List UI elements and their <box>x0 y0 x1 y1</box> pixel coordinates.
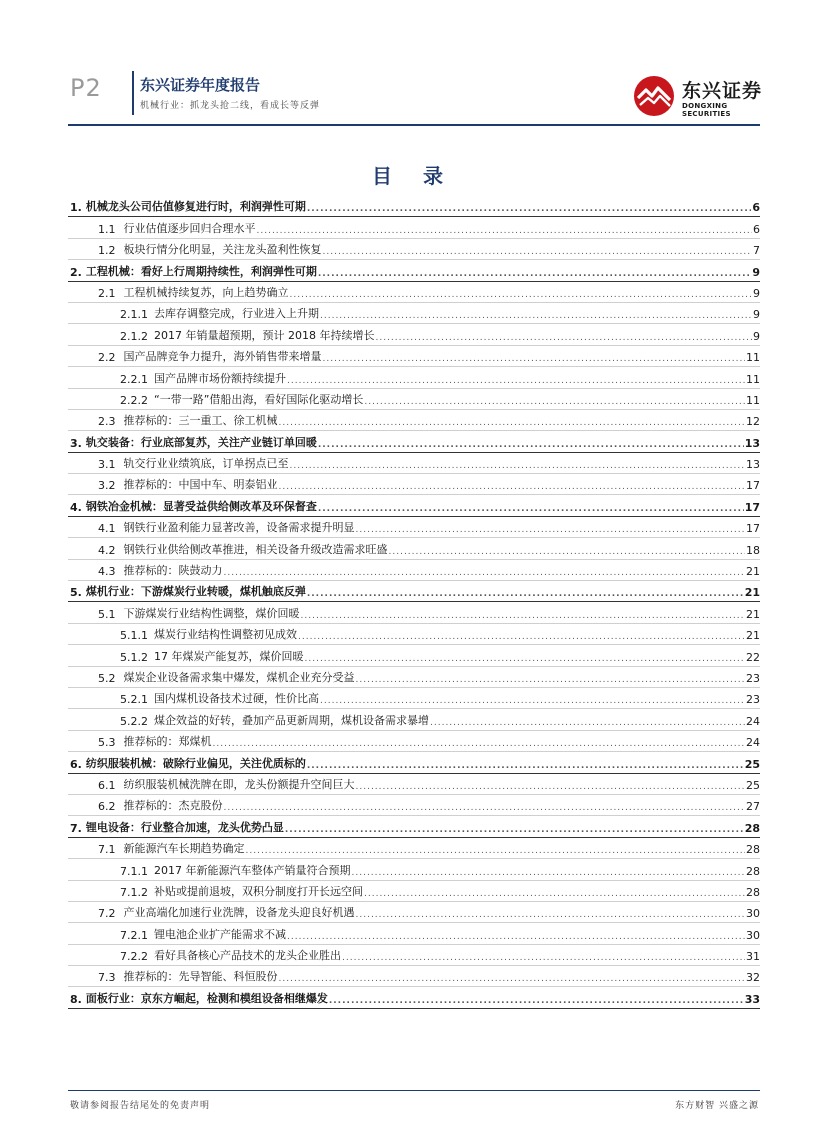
toc-entry-title: 国产品牌市场份额持续提升 <box>154 371 286 385</box>
toc-entry-number: 7.2.1 <box>120 928 148 942</box>
toc-entry-number: 5.3 <box>98 736 116 750</box>
toc-entry[interactable] <box>68 389 760 410</box>
report-title: 东兴证券年度报告 <box>140 76 261 94</box>
toc-entry-page: 17 <box>746 522 760 536</box>
logo-text-en: DONGXING SECURITIES <box>682 102 731 118</box>
toc-title: 目 录 <box>372 164 455 188</box>
toc-leader-dots <box>364 397 745 407</box>
header-rule <box>68 124 760 126</box>
toc-entry-number: 6.1 <box>98 778 116 792</box>
toc-entry[interactable] <box>68 795 760 816</box>
toc-entry[interactable] <box>68 517 760 538</box>
toc-entry-number: 8. <box>70 992 82 1006</box>
toc-entry-page: 9 <box>753 329 760 343</box>
toc-entry-title: 轨交装备：行业底部复苏，关注产业链订单回暖 <box>85 435 317 449</box>
toc-entry-number: 4. <box>70 500 82 514</box>
toc-entry-page: 9 <box>752 265 760 279</box>
toc-entry-title: 钢铁行业盈利能力显著改善，设备需求提升明显 <box>123 521 355 535</box>
toc-entry-number: 3.2 <box>98 479 116 493</box>
toc-entry-page: 6 <box>753 222 760 236</box>
toc-leader-dots <box>285 825 744 835</box>
toc-entry-number: 2.3 <box>98 415 116 429</box>
toc-entry-number: 2. <box>70 265 82 279</box>
toc-leader-dots <box>318 269 752 279</box>
toc-entry-title: 推荐标的：陕鼓动力 <box>123 564 223 578</box>
toc-entry[interactable] <box>68 560 760 581</box>
toc-entry[interactable] <box>68 303 760 324</box>
toc-entry-title: 钢铁冶金机械：显著受益供给侧改革及环保督查 <box>85 499 317 513</box>
toc-entry-title: 下游煤炭行业结构性调整，煤价回暖 <box>123 606 300 620</box>
toc-entry-title: 煤炭企业设备需求集中爆发，煤机企业充分受益 <box>123 670 355 684</box>
toc-entry-page: 22 <box>746 650 760 664</box>
toc-entry-title: 钢铁行业供给侧改革推进，相关设备升级改造需求旺盛 <box>123 542 388 556</box>
toc-entry-number: 7.1.2 <box>120 885 148 899</box>
toc-entry-number: 1.2 <box>98 244 116 258</box>
toc-entry-number: 5.1.2 <box>120 650 148 664</box>
toc-entry-number: 7.1 <box>98 843 116 857</box>
toc-leader-dots <box>323 247 753 257</box>
toc-entry[interactable] <box>68 816 760 837</box>
toc-entry-title: 工程机械：看好上行周期持续性，利润弹性可期 <box>85 264 317 278</box>
toc-entry-number: 1.1 <box>98 222 116 236</box>
footer-slogan: 东方财智 兴盛之源 <box>675 1101 759 1111</box>
toc-entry-title: 国产品牌竞争力提升，海外销售带来增量 <box>123 350 322 364</box>
toc-entry[interactable] <box>68 367 760 388</box>
toc-leader-dots <box>287 376 745 386</box>
toc-entry[interactable] <box>68 453 760 474</box>
toc-entry-title: 新能源汽车长期趋势确定 <box>123 842 245 856</box>
toc-entry[interactable] <box>68 987 760 1008</box>
toc-entry-page: 21 <box>746 565 760 579</box>
toc-entry-number: 4.3 <box>98 565 116 579</box>
toc-entry-title: 煤炭行业结构性调整初见成效 <box>154 628 297 642</box>
toc-entry-page: 32 <box>746 971 760 985</box>
toc-entry-title: 轨交行业业绩筑底，订单拐点已至 <box>123 457 289 471</box>
toc-entry-title: 板块行情分化明显，关注龙头盈利性恢复 <box>123 243 322 257</box>
toc-leader-dots <box>320 696 745 706</box>
toc-entry[interactable] <box>68 346 760 367</box>
toc-entry[interactable] <box>68 945 760 966</box>
toc-entry-title: 锂电设备：行业整合加速，龙头优势凸显 <box>85 820 284 834</box>
toc-entry[interactable] <box>68 324 760 345</box>
toc-leader-dots <box>246 846 746 856</box>
toc-entry-page: 27 <box>746 800 760 814</box>
toc-leader-dots <box>298 632 745 642</box>
toc-entry-number: 4.1 <box>98 522 116 536</box>
toc-entry-number: 2.1 <box>98 286 116 300</box>
toc-entry-number: 2.2.1 <box>120 372 148 386</box>
toc-entry-title: 推荐标的：郑煤机 <box>123 735 212 749</box>
toc-entry-number: 5.1 <box>98 607 116 621</box>
toc-entry[interactable] <box>68 881 760 902</box>
toc-entry-page: 28 <box>746 843 760 857</box>
toc-entry[interactable] <box>68 859 760 880</box>
toc-entry-page: 11 <box>746 372 760 386</box>
toc-leader-dots <box>279 974 746 984</box>
toc-entry-title: 纺织服装机械：破除行业偏见，关注优质标的 <box>85 756 306 770</box>
toc-entry-title: 面板行业：京东方崛起，检测和模组设备相继爆发 <box>85 991 328 1005</box>
toc-entry[interactable] <box>68 410 760 431</box>
toc-entry-page: 23 <box>746 693 760 707</box>
toc-entry-title: 煤机行业：下游煤炭行业转暖，煤机触底反弹 <box>85 585 306 599</box>
toc-entry-number: 5.1.1 <box>120 629 148 643</box>
toc-entry[interactable] <box>68 581 760 602</box>
toc-leader-dots <box>279 418 746 428</box>
toc-entry[interactable] <box>68 495 760 516</box>
toc-leader-dots <box>224 568 746 578</box>
toc-entry[interactable] <box>68 709 760 730</box>
toc-entry-title: 纺织服装机械洗牌在即，龙头份额提升空间巨大 <box>123 777 355 791</box>
toc-entry-title: 17 年煤炭产能复苏，煤价回暖 <box>154 649 304 663</box>
toc-entry-page: 11 <box>746 351 760 365</box>
toc-entry-title: 工程机械持续复苏，向上趋势确立 <box>123 285 289 299</box>
toc-entry-number: 5. <box>70 586 82 600</box>
toc-entry[interactable] <box>68 902 760 923</box>
toc-entry-number: 7.2 <box>98 907 116 921</box>
toc-entry[interactable] <box>68 217 760 238</box>
toc-leader-dots <box>287 932 745 942</box>
toc-entry-page: 21 <box>746 629 760 643</box>
toc-leader-dots <box>389 547 746 557</box>
page-number: P2 <box>70 74 102 102</box>
toc-entry-page: 6 <box>752 201 760 215</box>
toc-entry[interactable] <box>68 645 760 666</box>
footer-rule <box>68 1090 760 1091</box>
toc-entry[interactable] <box>68 923 760 944</box>
toc-entry-title: “一带一路”借船出海，看好国际化驱动增长 <box>154 392 364 406</box>
toc-entry-title: 国内煤机设备技术过硬，性价比高 <box>154 692 319 706</box>
toc-leader-dots <box>342 953 745 963</box>
toc-leader-dots <box>364 889 745 899</box>
dongxing-logo-icon <box>632 74 678 118</box>
toc-entry[interactable] <box>68 282 760 303</box>
toc-entry-page: 25 <box>746 778 760 792</box>
toc-entry-page: 28 <box>746 885 760 899</box>
toc-entry[interactable] <box>68 624 760 645</box>
toc-entry-page: 21 <box>744 586 760 600</box>
toc-entry-page: 11 <box>746 393 760 407</box>
toc-entry-title: 2017 年新能源汽车整体产销量符合预期 <box>154 863 351 877</box>
toc-leader-dots <box>320 311 752 321</box>
toc-entry-title: 推荐标的：中国中车、明泰铝业 <box>123 478 278 492</box>
toc-leader-dots <box>213 739 746 749</box>
toc-leader-dots <box>430 718 745 728</box>
toc-entry-page: 24 <box>746 714 760 728</box>
toc-entry-number: 4.2 <box>98 543 116 557</box>
toc-entry-number: 7.2.2 <box>120 950 148 964</box>
toc-entry-title: 推荐标的：三一重工、徐工机械 <box>123 414 278 428</box>
toc-leader-dots <box>224 803 746 813</box>
toc-entry-title: 行业估值逐步回归合理水平 <box>123 221 256 235</box>
toc-entry-page: 28 <box>746 864 760 878</box>
report-subtitle: 机械行业：抓龙头抢二线，看成长等反弹 <box>140 101 321 111</box>
toc-entry-number: 2.1.2 <box>120 329 148 343</box>
toc-entry-page: 31 <box>746 950 760 964</box>
toc-leader-dots <box>318 504 744 514</box>
toc-entry[interactable] <box>68 239 760 260</box>
toc-entry-number: 7. <box>70 821 82 835</box>
toc-entry[interactable] <box>68 431 760 452</box>
toc-entry[interactable] <box>68 838 760 859</box>
toc-leader-dots <box>290 461 746 471</box>
toc-entry-number: 1. <box>70 201 82 215</box>
toc-entry-page: 21 <box>746 607 760 621</box>
toc-leader-dots <box>352 868 746 878</box>
toc-entry[interactable] <box>68 667 760 688</box>
footer-disclaimer: 敬请参阅报告结尾处的免责声明 <box>70 1101 211 1111</box>
toc-entry-title: 去库存调整完成，行业进入上升期 <box>154 307 319 321</box>
toc-leader-dots <box>305 654 746 664</box>
toc-entry-number: 5.2.1 <box>120 693 148 707</box>
toc-leader-dots <box>307 589 744 599</box>
toc-entry-number: 2.2.2 <box>120 393 148 407</box>
header-divider <box>132 71 134 115</box>
toc-leader-dots <box>307 204 752 214</box>
toc-entry-page: 17 <box>744 500 760 514</box>
toc-entry[interactable] <box>68 260 760 281</box>
toc-entry-page: 24 <box>746 736 760 750</box>
toc-leader-dots <box>323 354 746 364</box>
toc-entry[interactable] <box>68 752 760 773</box>
toc-entry-number: 6. <box>70 757 82 771</box>
toc-entry-page: 17 <box>746 479 760 493</box>
toc-leader-dots <box>356 782 746 792</box>
toc-entry-title: 推荐标的：杰克股份 <box>123 799 223 813</box>
toc-entry-page: 13 <box>744 436 760 450</box>
toc-entry-page: 30 <box>746 928 760 942</box>
toc-entry-page: 28 <box>744 821 760 835</box>
table-of-contents <box>68 196 760 1009</box>
toc-entry[interactable] <box>68 688 760 709</box>
toc-entry-title: 锂电池企业扩产能需求不减 <box>154 927 286 941</box>
toc-leader-dots <box>290 290 753 300</box>
toc-entry-page: 23 <box>746 671 760 685</box>
toc-leader-dots <box>318 440 744 450</box>
toc-leader-dots <box>307 761 744 771</box>
toc-entry-page: 12 <box>746 415 760 429</box>
toc-leader-dots <box>356 525 746 535</box>
toc-entry-title: 机械龙头公司估值修复进行时，利润弹性可期 <box>85 200 306 214</box>
toc-entry[interactable] <box>68 731 760 752</box>
dongxing-logo <box>632 74 772 118</box>
toc-entry-page: 7 <box>753 244 760 258</box>
toc-entry-page: 33 <box>744 992 760 1006</box>
toc-entry-title: 煤企效益的好转，叠加产品更新周期，煤机设备需求暴增 <box>154 713 429 727</box>
toc-entry-page: 13 <box>746 458 760 472</box>
toc-entry[interactable] <box>68 602 760 623</box>
toc-entry-number: 7.3 <box>98 971 116 985</box>
toc-entry-number: 2.1.1 <box>120 308 148 322</box>
toc-entry-page: 25 <box>744 757 760 771</box>
toc-entry[interactable] <box>68 966 760 987</box>
toc-entry-page: 9 <box>753 308 760 322</box>
toc-entry-number: 3.1 <box>98 458 116 472</box>
toc-entry-page: 9 <box>753 286 760 300</box>
toc-leader-dots <box>279 482 746 492</box>
toc-entry-number: 7.1.1 <box>120 864 148 878</box>
toc-entry-title: 产业高端化加速行业洗牌，设备龙头迎良好机遇 <box>123 906 355 920</box>
toc-entry-number: 5.2.2 <box>120 714 148 728</box>
toc-entry-number: 5.2 <box>98 671 116 685</box>
toc-leader-dots <box>356 675 746 685</box>
toc-leader-dots <box>356 910 746 920</box>
toc-entry[interactable] <box>68 538 760 559</box>
logo-text-cn: 东兴证券 <box>682 80 763 102</box>
toc-leader-dots <box>329 996 744 1006</box>
toc-entry-number: 3. <box>70 436 82 450</box>
toc-entry[interactable] <box>68 196 760 217</box>
toc-leader-dots <box>301 611 746 621</box>
toc-entry-page: 30 <box>746 907 760 921</box>
toc-entry-title: 推荐标的：先导智能、科恒股份 <box>123 970 278 984</box>
toc-entry-page: 18 <box>746 543 760 557</box>
toc-leader-dots <box>257 226 753 236</box>
toc-entry-title: 2017 年销量超预期，预计 2018 年持续增长 <box>154 328 375 342</box>
toc-leader-dots <box>375 333 752 343</box>
page-header <box>0 0 827 130</box>
toc-entry[interactable] <box>68 774 760 795</box>
toc-entry[interactable] <box>68 474 760 495</box>
toc-entry-title: 看好具备核心产品技术的龙头企业胜出 <box>154 949 341 963</box>
toc-entry-number: 2.2 <box>98 351 116 365</box>
toc-entry-number: 6.2 <box>98 800 116 814</box>
toc-entry-title: 补贴或提前退坡，双积分制度打开长远空间 <box>154 884 363 898</box>
